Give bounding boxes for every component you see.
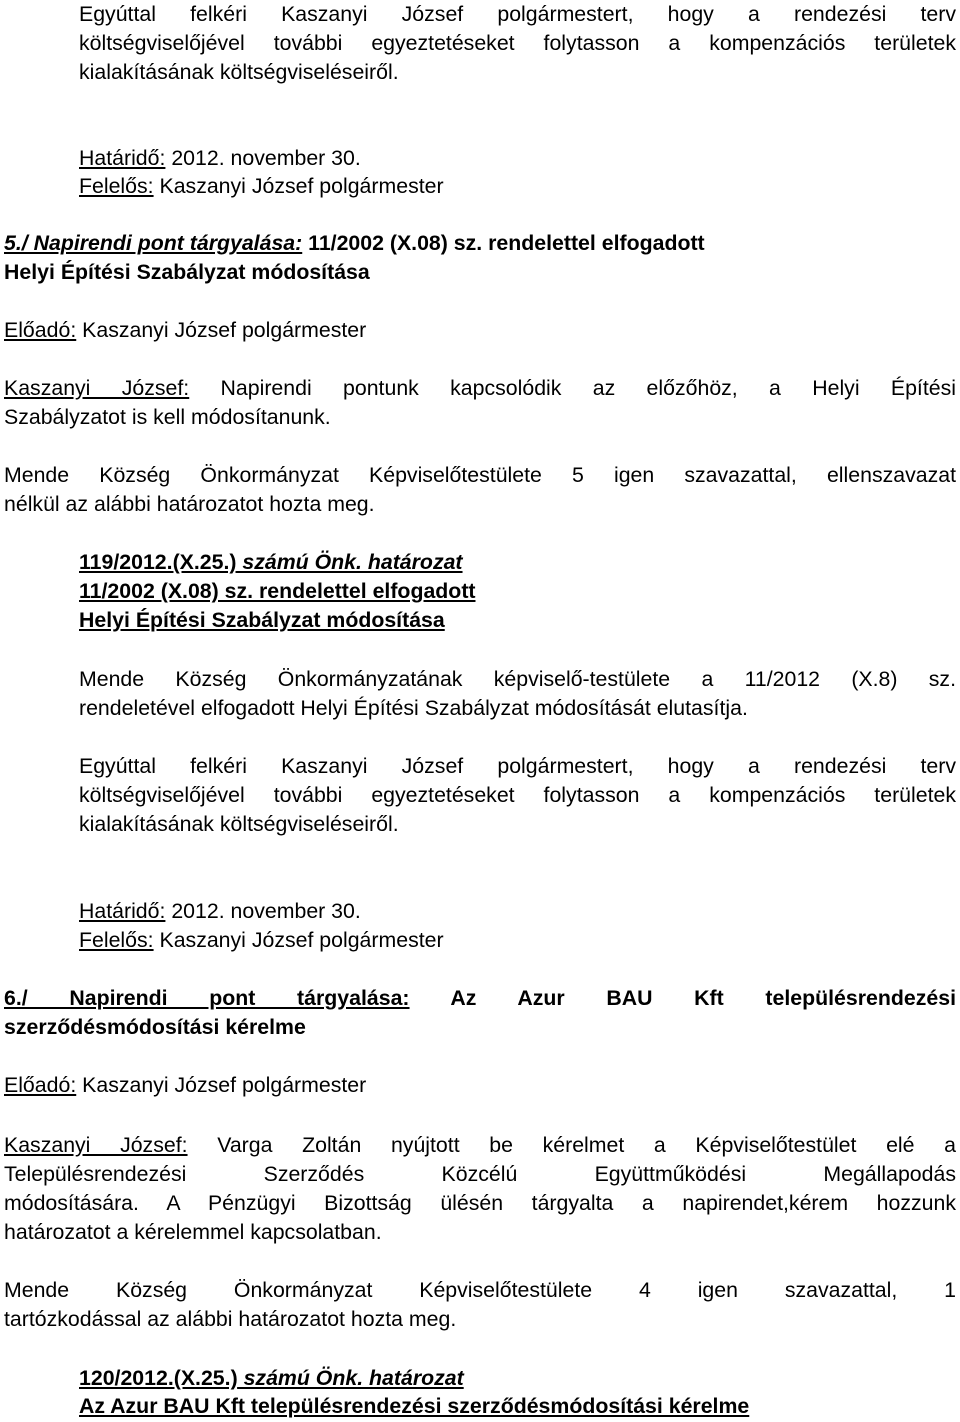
- deadline-label: Határidő:: [79, 899, 166, 923]
- responsible-line: [79, 926, 444, 955]
- paragraph-line: költségviselőjével további egyeztetéseket folytasson a kompenzációs területek: [79, 31, 956, 55]
- agenda-item-6-heading: [4, 984, 956, 1013]
- presenter-value: Kaszanyi József polgármester: [76, 1073, 367, 1097]
- speaker-text: Napirendi pontunk kapcsolódik az előzőhöz, a Helyi Építési: [189, 376, 956, 400]
- vote-line: nélkül az alábbi határozatot hozta meg.: [4, 492, 375, 516]
- resolution-paragraph-line: költségviselőjével további egyeztetéseket folytasson a kompenzációs területek: [79, 783, 956, 807]
- presenter-value: Kaszanyi József polgármester: [76, 318, 367, 342]
- agenda-item-5-title-line2: Helyi Építési Szabályzat módosítása: [4, 260, 370, 284]
- deadline-value: 2012. november 30.: [165, 899, 361, 923]
- resolution-paragraph-line: kialakításának költségviseléseiről.: [79, 812, 399, 836]
- resolution-number-value: 119/2012.(X.25.): [79, 550, 237, 574]
- agenda-item-6-title-line2: szerződésmódosítási kérelme: [4, 1015, 306, 1039]
- deadline-value: 2012. november 30.: [165, 146, 361, 170]
- paragraph-line: Egyúttal felkéri Kaszanyi József polgármestert, hogy a rendezési terv: [79, 2, 956, 26]
- speaker-line: [4, 1131, 956, 1160]
- responsible-label: Felelős:: [79, 928, 154, 952]
- speaker-label: Kaszanyi József:: [4, 376, 190, 400]
- resolution-type: számú Önk. határozat: [237, 1366, 464, 1390]
- presenter-line: [4, 1071, 366, 1100]
- responsible-value: Kaszanyi József polgármester: [153, 174, 444, 198]
- agenda-item-6-prefix: 6./ Napirendi pont tárgyalása:: [4, 986, 410, 1010]
- paragraph-line: kialakításának költségviseléseiről.: [79, 60, 399, 84]
- agenda-item-5-title: 11/2002 (X.08) sz. rendelettel elfogadott: [302, 231, 705, 255]
- deadline-line: [79, 897, 361, 926]
- responsible-value: Kaszanyi József polgármester: [153, 928, 444, 952]
- responsible-line: [79, 172, 444, 201]
- deadline-line: [79, 144, 361, 173]
- resolution-number-value: 120/2012.(X.25.): [79, 1366, 238, 1390]
- resolution-title: 11/2002 (X.08) sz. rendelettel elfogadott: [79, 579, 476, 603]
- vote-line: Mende Község Önkormányzat Képviselőtestülete 4 igen szavazattal, 1: [4, 1278, 956, 1302]
- deadline-label: Határidő:: [79, 146, 166, 170]
- speaker-text-line: Településrendezési Szerződés Közcélú Együttműködési Megállapodás: [4, 1162, 956, 1186]
- agenda-item-5-prefix: 5./ Napirendi pont tárgyalása:: [4, 231, 303, 255]
- resolution-title: Az Azur BAU Kft településrendezési szerződésmódosítási kérelme: [79, 1394, 750, 1418]
- resolution-number: [79, 1364, 464, 1393]
- speaker-label: Kaszanyi József:: [4, 1133, 188, 1157]
- vote-line: Mende Község Önkormányzat Képviselőtestülete 5 igen szavazattal, ellenszavazat: [4, 463, 956, 487]
- resolution-number: [79, 548, 463, 577]
- speaker-text-line: határozatot a kérelemmel kapcsolatban.: [4, 1220, 382, 1244]
- presenter-line: [4, 316, 366, 345]
- speaker-text-line: módosítására. A Pénzügyi Bizottság ülésén tárgyalta a napirendet,kérem hozzunk: [4, 1191, 956, 1215]
- agenda-item-5-heading: [4, 229, 705, 258]
- speaker-text: Varga Zoltán nyújtott be kérelmet a Képviselőtestület elé a: [187, 1133, 956, 1157]
- resolution-title-line2: Helyi Építési Szabályzat módosítása: [79, 608, 445, 632]
- presenter-label: Előadó:: [4, 318, 77, 342]
- presenter-label: Előadó:: [4, 1073, 77, 1097]
- speaker-text-line2: Szabályzatot is kell módosítanunk.: [4, 405, 331, 429]
- resolution-body-line: rendeletével elfogadott Helyi Építési Szabályzat módosítását elutasítja.: [79, 696, 748, 720]
- resolution-type: számú Önk. határozat: [236, 550, 463, 574]
- speaker-line: [4, 374, 956, 403]
- responsible-label: Felelős:: [79, 174, 154, 198]
- vote-line: tartózkodással az alábbi határozatot hozta meg.: [4, 1307, 457, 1331]
- resolution-paragraph-line: Egyúttal felkéri Kaszanyi József polgármestert, hogy a rendezési terv: [79, 754, 956, 778]
- resolution-body-line: Mende Község Önkormányzatának képviselő-testülete a 11/2012 (X.8) sz.: [79, 667, 956, 691]
- agenda-item-6-title: Az Azur BAU Kft településrendezési: [409, 986, 956, 1010]
